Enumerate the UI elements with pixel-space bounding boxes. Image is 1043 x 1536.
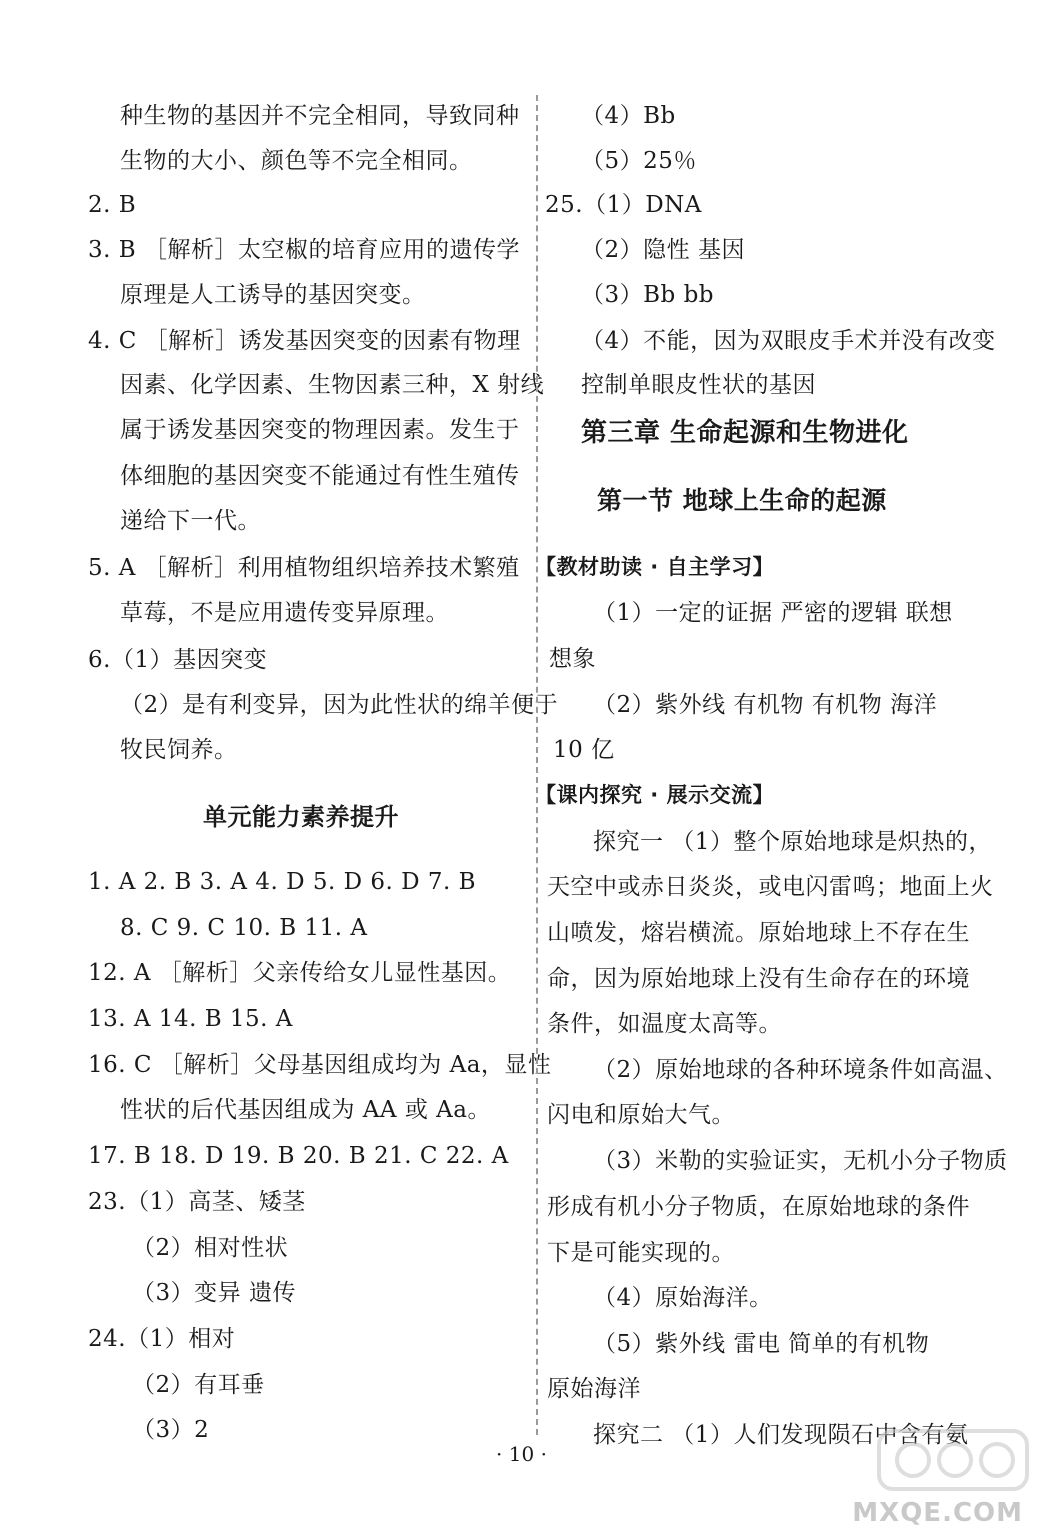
text-line: 原理是人工诱导的基因突变。: [120, 282, 426, 308]
text-line: （3）Bb bb: [581, 282, 715, 308]
answer-2: 2. B: [88, 192, 137, 218]
text-line: 想象: [549, 646, 596, 672]
text-line: 山喷发，熔岩横流。原始地球上不存在生: [547, 920, 970, 946]
text-line: （1）一定的证据 严密的逻辑 联想: [593, 600, 953, 626]
explore-1: 探究一 （1）整个原始地球是炽热的，: [593, 829, 992, 855]
text-line: （2）紫外线 有机物 有机物 海洋: [593, 692, 938, 718]
text-line: 属于诱发基因突变的物理因素。发生于: [120, 417, 520, 443]
text-line: 控制单眼皮性状的基因: [581, 372, 816, 398]
answer-6: 6.（1）基因突变: [88, 647, 268, 673]
text-line: 种生物的基因并不完全相同，导致同种: [120, 103, 520, 129]
text-line: （4）原始海洋。: [593, 1285, 773, 1311]
text-line: （3）变异 遗传: [132, 1280, 296, 1306]
text-line: 草莓，不是应用遗传变异原理。: [120, 600, 449, 626]
section-title: 第一节 地球上生命的起源: [597, 486, 887, 515]
section-tag: 【教材助读 · 自主学习】: [535, 555, 775, 579]
text-line: （5）25％: [581, 148, 697, 174]
text-line: 因素、化学因素、生物因素三种，X 射线: [120, 372, 545, 398]
text-line: （2）是有利变异，因为此性状的绵羊便于: [120, 692, 559, 718]
text-line: 递给下一代。: [120, 508, 261, 534]
text-line: （2）隐性 基因: [581, 237, 745, 263]
text-line: 体细胞的基因突变不能通过有性生殖传: [120, 463, 520, 489]
answer-16: 16. C ［解析］父母基因组成均为 Aa，显性: [88, 1052, 552, 1078]
answer-5: 5. A ［解析］利用植物组织培养技术繁殖: [88, 555, 520, 581]
text-line: （2）原始地球的各种环境条件如高温、: [593, 1057, 1008, 1083]
text-line: （3）米勒的实验证实，无机小分子物质: [593, 1148, 1008, 1174]
text-line: 下是可能实现的。: [547, 1240, 735, 1266]
unit-title: 单元能力素养提升: [203, 803, 399, 831]
text-line: 性状的后代基因组成为 AA 或 Aa。: [120, 1097, 491, 1123]
answer-row: 13. A 14. B 15. A: [88, 1006, 293, 1032]
text-line: 闪电和原始大气。: [547, 1102, 735, 1128]
text-line: 条件，如温度太高等。: [547, 1011, 782, 1037]
column-divider: [536, 95, 538, 1435]
text-line: 生物的大小、颜色等不完全相同。: [120, 148, 473, 174]
answer-row: 1. A 2. B 3. A 4. D 5. D 6. D 7. B: [88, 869, 476, 895]
chapter-title: 第三章 生命起源和生物进化: [581, 418, 909, 448]
text-line: （3）2: [132, 1417, 210, 1443]
explore-2: 探究二 （1）人们发现陨石中含有氨: [593, 1422, 969, 1448]
answer-25: 25.（1）DNA: [545, 192, 702, 218]
text-line: 天空中或赤日炎炎，或电闪雷鸣；地面上火: [547, 874, 994, 900]
text-line: （2）有耳垂: [132, 1372, 265, 1398]
answer-3: 3. B ［解析］太空椒的培育应用的遗传学: [88, 237, 520, 263]
answer-24: 24.（1）相对: [88, 1326, 236, 1352]
text-line: （4）Bb: [581, 103, 676, 129]
answer-4: 4. C ［解析］诱发基因突变的因素有物理: [88, 328, 521, 354]
text-line: （4）不能，因为双眼皮手术并没有改变: [581, 328, 996, 354]
answer-row: 8. C 9. C 10. B 11. A: [120, 915, 368, 941]
watermark-text: MXQE.COM: [852, 1498, 1023, 1528]
page-number: · 10 ·: [496, 1442, 547, 1466]
answer-12: 12. A ［解析］父亲传给女儿显性基因。: [88, 960, 512, 986]
answer-23: 23.（1）高茎、矮茎: [88, 1189, 306, 1215]
text-line: 10 亿: [553, 737, 615, 763]
text-line: （2）相对性状: [132, 1235, 289, 1261]
text-line: （5）紫外线 雷电 简单的有机物: [593, 1331, 930, 1357]
answer-row: 17. B 18. D 19. B 20. B 21. C 22. A: [88, 1143, 509, 1169]
section-tag: 【课内探究 · 展示交流】: [535, 783, 775, 807]
text-line: 命，因为原始地球上没有生命存在的环境: [547, 966, 970, 992]
text-line: 形成有机小分子物质，在原始地球的条件: [547, 1194, 970, 1220]
text-line: 牧民饲养。: [120, 737, 238, 763]
text-line: 原始海洋: [547, 1376, 641, 1402]
